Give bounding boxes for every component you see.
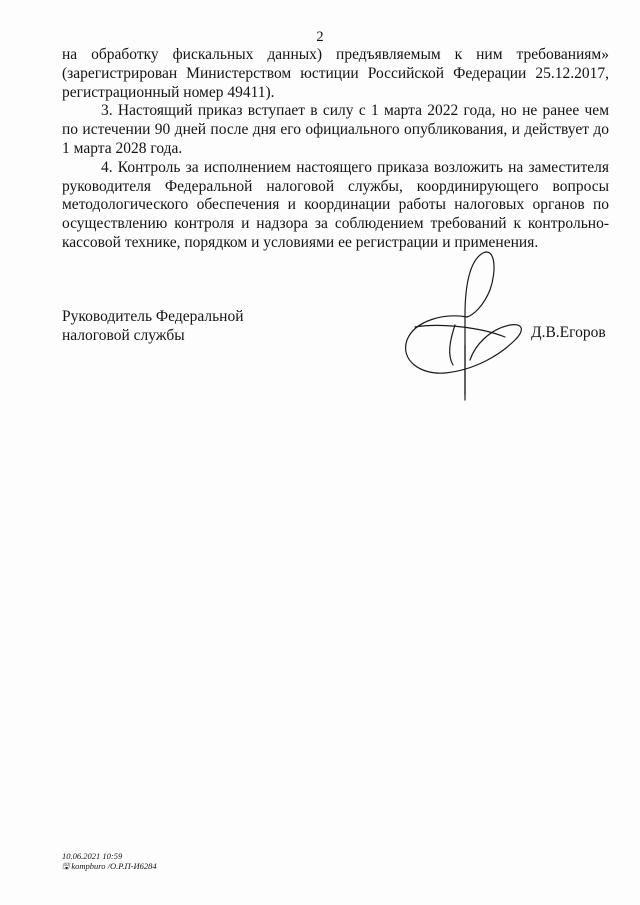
paragraph-continuation: на обработку фискальных данных) предъявляемым к ним требованиям» (зарегистрирован Министерством юстиции Российской Федерации 25.12.2017, регистрационный номер 49411). <box>62 46 609 101</box>
signatory-title-line2: налоговой службы <box>62 327 185 344</box>
file-icon: 🖫 <box>62 861 70 871</box>
footer-reference-text: kompburo /O.P.П-И6284 <box>71 861 157 871</box>
document-footer <box>62 851 157 871</box>
footer-timestamp: 10.06.2021 10:59 <box>62 851 123 861</box>
signatory-name: Д.В.Егоров <box>531 324 606 341</box>
paragraph-4: 4. Контроль за исполнением настоящего приказа возложить на заместителя руководителя Федеральной налоговой службы, координирующего вопросы методологического обеспечения и координации работы налоговых органов по осуществлению контроля и надзора за соблюдением требований к контрольно-кассовой технике, порядком и условиями ее регистрации и применения. <box>62 158 609 251</box>
footer-reference <box>62 861 157 871</box>
document-body <box>62 46 609 253</box>
signatory-title <box>62 307 244 345</box>
handwritten-signature <box>395 245 545 405</box>
paragraph-3: 3. Настоящий приказ вступает в силу с 1 марта 2022 года, но не ранее чем по истечении 90 дней после дня его официального опубликования, и действует до 1 марта 2028 года. <box>62 102 609 157</box>
page-number: 2 <box>316 29 324 45</box>
signatory-title-line1: Руководитель Федеральной <box>62 308 244 325</box>
